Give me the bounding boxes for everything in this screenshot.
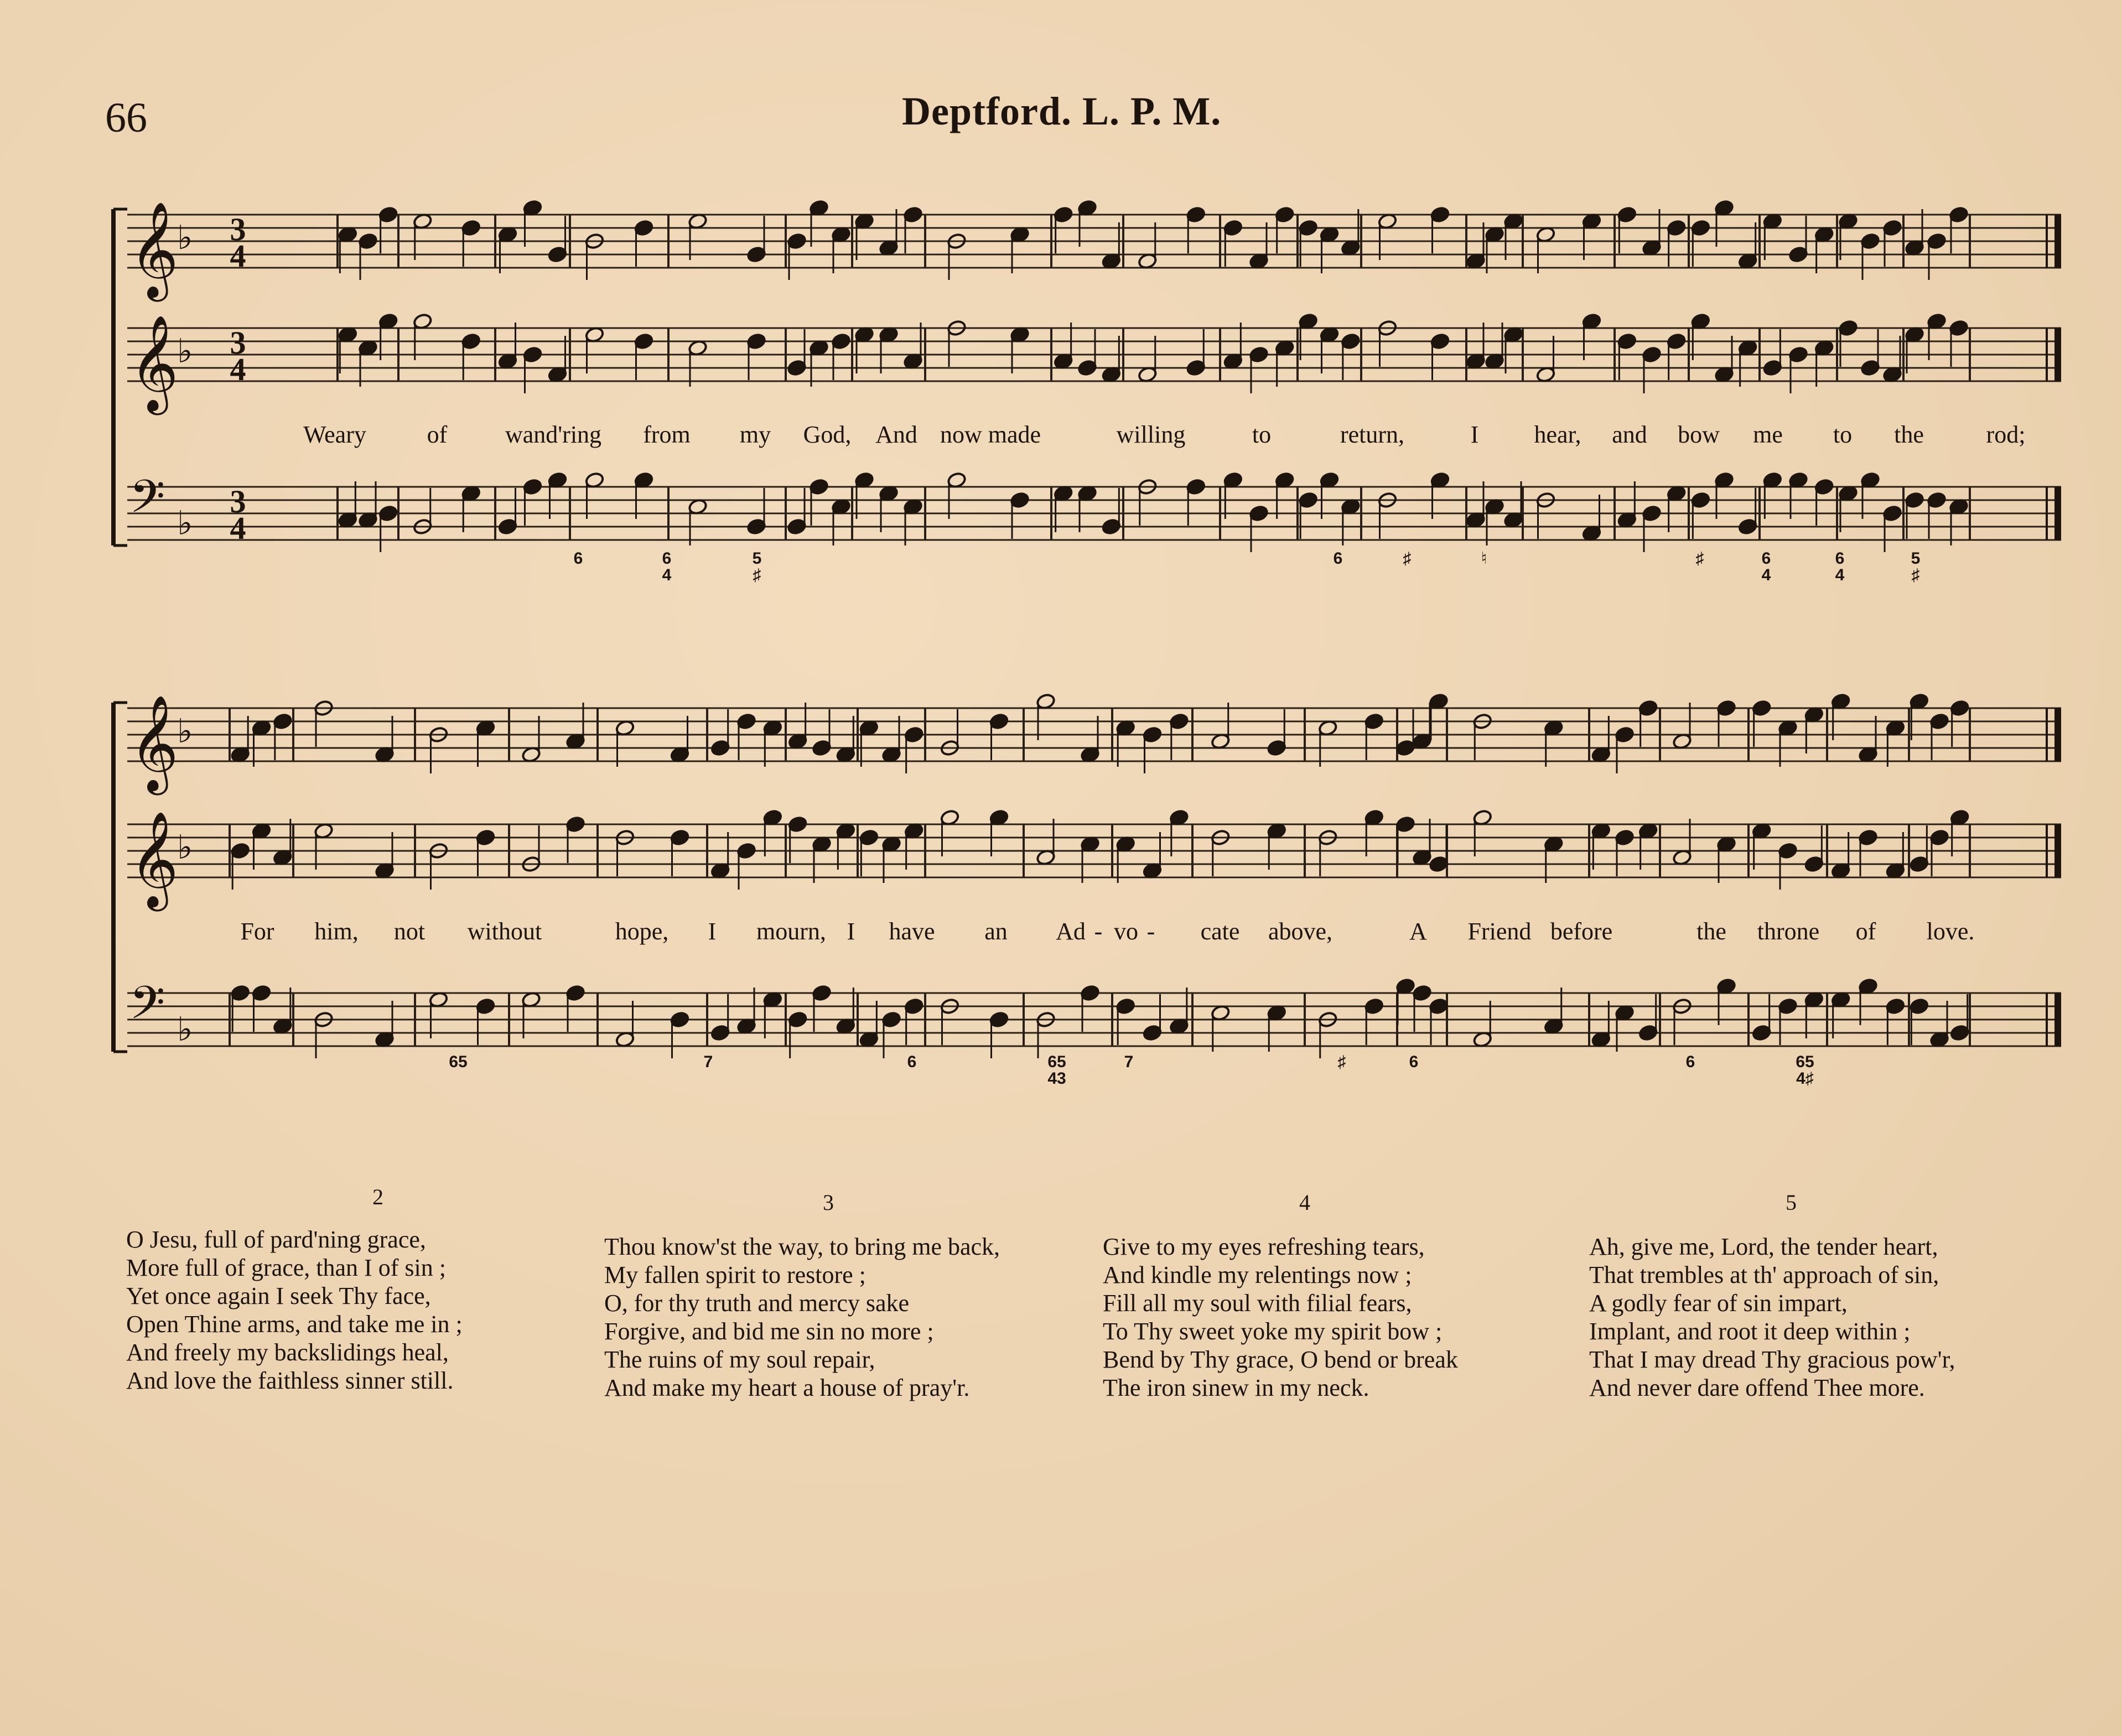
flat-key-signature: ♭ <box>177 504 193 543</box>
lyric-syllable: the <box>1894 421 1924 448</box>
figured-bass-figure: 65 4♯ <box>1796 1053 1814 1088</box>
lyric-syllable: the <box>1696 918 1726 945</box>
final-barline <box>2054 824 2061 877</box>
verse-text <box>126 1225 463 1395</box>
figured-bass-figure: 6 4 <box>662 549 672 584</box>
verse-text <box>1103 1233 1458 1402</box>
page-number: 66 <box>105 95 147 141</box>
figured-bass-figure: 7 <box>1124 1053 1134 1071</box>
figured-bass-figure: 5 ♯ <box>752 549 762 584</box>
lyric-syllable: him, <box>314 918 359 945</box>
figured-bass-figure: 5 ♯ <box>1911 549 1921 584</box>
lyric-syllable: of <box>1855 918 1876 945</box>
lyric-syllable: return, <box>1340 421 1405 448</box>
final-barline <box>2054 993 2061 1046</box>
verse-number: 2 <box>372 1184 383 1209</box>
lyric-syllable: an <box>984 918 1008 945</box>
lyric-syllable: I <box>847 918 855 945</box>
flat-key-signature: ♭ <box>177 1010 193 1049</box>
lyric-syllable: from <box>643 421 691 448</box>
verse-line: And make my heart a house of pray'r. <box>604 1374 970 1401</box>
time-signature-bottom: 4 <box>230 351 246 387</box>
final-barline <box>2054 328 2061 381</box>
verse-line: The iron sinew in my neck. <box>1103 1374 1369 1401</box>
lyric-syllable: A <box>1409 918 1427 945</box>
figured-bass-figure: 6 4 <box>1761 549 1771 584</box>
verse-line: Fill all my soul with filial fears, <box>1103 1290 1412 1317</box>
verse-line: Ah, give me, Lord, the tender heart, <box>1589 1233 1938 1260</box>
verse-number: 4 <box>1299 1190 1310 1215</box>
lyric-syllable: have <box>889 918 935 945</box>
lyric-syllable: throne <box>1757 918 1820 945</box>
verse-line: O, for thy truth and mercy sake <box>604 1290 910 1317</box>
figured-bass-figure: ♯ <box>1695 549 1704 568</box>
time-signature-top: 3 <box>230 211 246 247</box>
lyric-syllable: my <box>739 421 771 448</box>
verse-line: That trembles at th' approach of sin, <box>1589 1261 1939 1288</box>
lyric-syllable: without <box>467 918 542 945</box>
figured-bass-figure: 6 <box>907 1053 917 1071</box>
final-barline <box>2054 708 2061 761</box>
bass-clef: 𝄢 <box>129 976 165 1041</box>
figured-bass-figure: 6 <box>573 549 583 568</box>
verse-line: Implant, and root it deep within ; <box>1589 1318 1911 1345</box>
verse-line: And freely my backslidings heal, <box>126 1339 449 1366</box>
lyric-syllable: vo <box>1114 918 1138 945</box>
lyric-syllable: to <box>1833 421 1853 448</box>
lyric-syllable: Friend <box>1467 918 1532 945</box>
flat-key-signature: ♭ <box>177 712 193 751</box>
time-signature-top: 3 <box>230 484 246 519</box>
verse-line: The ruins of my soul repair, <box>604 1346 875 1373</box>
flat-key-signature: ♭ <box>177 219 193 257</box>
verse-line: My fallen spirit to restore ; <box>604 1261 866 1288</box>
verse-number: 5 <box>1786 1190 1797 1215</box>
figured-bass-figure: 6 4 <box>1835 549 1845 584</box>
verse-line: Thou know'st the way, to bring me back, <box>604 1233 1000 1260</box>
verse-line: And never dare offend Thee more. <box>1589 1374 1925 1401</box>
figured-bass-figure: ♮ <box>1481 549 1487 568</box>
figured-bass-figure: ♯ <box>1403 549 1412 568</box>
lyric-syllable: bow <box>1678 421 1720 448</box>
verse-line: Bend by Thy grace, O bend or break <box>1103 1346 1458 1373</box>
lyric-syllable: me <box>1753 421 1783 448</box>
verse-line: Yet once again I seek Thy face, <box>126 1282 431 1309</box>
treble-clef: 𝄞 <box>129 315 179 411</box>
lyric-syllable: And <box>875 421 917 448</box>
lyric-syllable: mourn, <box>756 918 826 945</box>
verse-text <box>604 1233 1000 1402</box>
flat-key-signature: ♭ <box>177 332 193 371</box>
bass-clef: 𝄢 <box>129 470 165 534</box>
figured-bass-figure: 7 <box>703 1053 713 1071</box>
lyric-syllable: now made <box>940 421 1041 448</box>
lyric-syllable: willing <box>1116 421 1186 448</box>
lyric-syllable: to <box>1252 421 1272 448</box>
verse-line: More full of grace, than I of sin ; <box>126 1254 446 1281</box>
lyric-syllable: - <box>1094 918 1103 945</box>
lyric-syllable: not <box>393 918 426 945</box>
lyric-syllable: hear, <box>1534 421 1581 448</box>
verse-line: Open Thine arms, and take me in ; <box>126 1311 463 1338</box>
verse-line: To Thy sweet yoke my spirit bow ; <box>1103 1318 1443 1345</box>
figured-bass-figure: 6 <box>1685 1053 1695 1071</box>
time-signature-bottom: 4 <box>230 238 246 274</box>
lyric-syllable: Weary <box>303 421 366 448</box>
figured-bass-figure: 6 <box>1409 1053 1419 1071</box>
lyric-syllable: before <box>1550 918 1613 945</box>
figured-bass-figure: 6 <box>1333 549 1343 568</box>
treble-clef: 𝄞 <box>129 811 179 907</box>
time-signature-top: 3 <box>230 325 246 361</box>
lyric-syllable: For <box>240 918 274 945</box>
lyric-syllable: cate <box>1200 918 1240 945</box>
lyric-syllable: I <box>1470 421 1479 448</box>
lyric-syllable: love. <box>1926 918 1975 945</box>
verse-line: Give to my eyes refreshing tears, <box>1103 1233 1425 1260</box>
verse-line: Forgive, and bid me sin no more ; <box>604 1318 934 1345</box>
final-barline <box>2054 215 2061 268</box>
hymn-title: Deptford. L. P. M. <box>902 89 1222 133</box>
treble-clef: 𝄞 <box>129 201 179 298</box>
figured-bass-figure: ♯ <box>1337 1053 1346 1071</box>
lyric-syllable: Ad <box>1056 918 1086 945</box>
verse-line: A godly fear of sin impart, <box>1589 1290 1848 1317</box>
treble-clef: 𝄞 <box>129 695 179 791</box>
lyric-syllable: of <box>427 421 448 448</box>
verse-number: 3 <box>823 1190 834 1215</box>
figured-bass-figure: 65 43 <box>1047 1053 1066 1088</box>
lyric-syllable: - <box>1146 918 1155 945</box>
verse-line: O Jesu, full of pard'ning grace, <box>126 1226 426 1253</box>
verse-line: And love the faithless sinner still. <box>126 1367 454 1394</box>
lyric-syllable: hope, <box>615 918 669 945</box>
lyric-syllable: above, <box>1268 918 1333 945</box>
lyric-syllable: rod; <box>1986 421 2026 448</box>
flat-key-signature: ♭ <box>177 828 193 867</box>
final-barline <box>2054 487 2061 540</box>
verse-text <box>1589 1233 1955 1402</box>
lyric-syllable: wand'ring <box>505 421 602 448</box>
lyric-syllable: God, <box>803 421 852 448</box>
lyric-syllable: I <box>708 918 717 945</box>
lyric-syllable: and <box>1612 421 1647 448</box>
figured-bass-figure: 65 <box>449 1053 468 1071</box>
verse-line: That I may dread Thy gracious pow'r, <box>1589 1346 1955 1373</box>
time-signature-bottom: 4 <box>230 510 246 546</box>
verse-line: And kindle my relentings now ; <box>1103 1261 1412 1288</box>
